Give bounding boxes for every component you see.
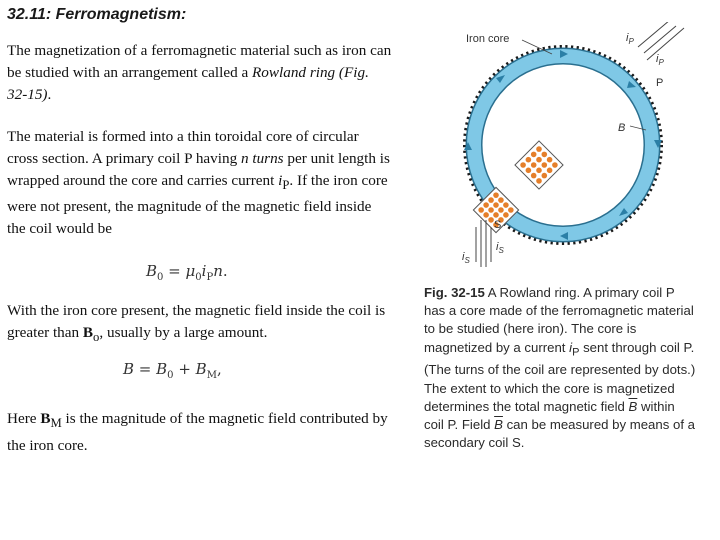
- coil-turn-dot: [552, 162, 558, 168]
- text: , usually by a large amount.: [99, 323, 268, 341]
- coil-turn-dot: [478, 207, 484, 213]
- symbol: B: [156, 360, 168, 378]
- coil-turn-dot: [526, 168, 532, 174]
- symbol: n: [213, 262, 223, 280]
- coil-turn-dot: [483, 212, 489, 218]
- label-s: S: [494, 219, 502, 231]
- coil-turn-dot: [493, 192, 499, 198]
- vector-b: $\overline{B}$: [494, 417, 503, 433]
- symbol: μ: [185, 262, 196, 280]
- symbol: i: [626, 32, 629, 44]
- text: The magnetization of a ferromagnetic material such as iron can be studied with an arrangement called a: [7, 42, 392, 81]
- coil-turn-dot: [536, 157, 542, 163]
- coil-p-leads: [638, 22, 684, 60]
- text: can be measured by means of a secondary coil S.: [424, 417, 695, 451]
- symbol: B: [195, 360, 207, 378]
- label-ip-top: [626, 32, 634, 46]
- coil-turn-dot: [483, 202, 489, 208]
- rowland-ring-figure: [448, 22, 688, 277]
- subscript: M: [206, 370, 217, 381]
- slide-title: 32.11: Ferromagnetism:: [7, 6, 187, 23]
- coil-turn-dot: [488, 197, 494, 203]
- coil-turn-dot: [498, 197, 504, 203]
- paragraph-iron-core-present: [7, 300, 392, 349]
- coil-turn-dot: [488, 217, 494, 223]
- text-turns: turns: [252, 149, 284, 167]
- coil-p-detail: [515, 141, 563, 189]
- symbol: B: [123, 360, 135, 378]
- subscript: S: [498, 246, 504, 255]
- label-is-right: [496, 241, 504, 255]
- coil-turn-dot: [493, 212, 499, 218]
- punctuation: .: [222, 262, 228, 280]
- coil-turn-dot: [526, 157, 532, 163]
- coil-turn-dot: [520, 162, 526, 168]
- coil-turn-dot: [498, 207, 504, 213]
- subscript: 0: [167, 370, 174, 381]
- subscript: S: [464, 256, 470, 265]
- text: is the magnitude of the magnetic field contributed by the iron core.: [7, 410, 388, 454]
- subscript: P: [658, 58, 664, 67]
- subscript: M: [50, 416, 62, 431]
- text: .: [47, 85, 52, 103]
- subscript: P: [206, 272, 214, 283]
- coil-turn-dot: [508, 207, 514, 213]
- text: sent through coil P. (The turns of the coil are represented by dots.) The extent to which the core is magnetized determines the total magnetic field: [424, 339, 696, 414]
- symbol-i: i: [569, 339, 573, 355]
- paragraph-bm-definition: [7, 408, 392, 457]
- coil-turn-dot: [536, 146, 542, 152]
- label-ip-right: [656, 53, 664, 67]
- operator: +: [173, 360, 196, 378]
- text: Here: [7, 410, 41, 427]
- text: per unit length is wrapped around the core and carries current: [7, 149, 390, 189]
- symbol-b: B: [40, 410, 51, 427]
- coil-turn-dot: [531, 162, 537, 168]
- label-is-left: [462, 251, 470, 265]
- coil-turn-dot: [531, 173, 537, 179]
- figure-caption: [424, 284, 696, 452]
- figure-reference: Rowland ring (Fig. 32-15): [7, 63, 369, 103]
- coil-s-leads: [476, 220, 491, 267]
- text: With the iron core present, the magnetic field inside the coil is greater than: [7, 302, 386, 341]
- symbol: i: [656, 53, 659, 65]
- coil-turn-dot: [542, 173, 548, 179]
- text: . If the iron core were not present, the magnitude of the magnetic field inside the coil would be: [7, 171, 388, 238]
- equation-b-total: [123, 360, 222, 381]
- coil-turn-dot: [547, 157, 553, 163]
- coil-turn-dot: [536, 168, 542, 174]
- coil-turn-dot: [531, 152, 537, 158]
- operator: =: [163, 262, 186, 280]
- subscript: 0: [157, 272, 164, 283]
- coil-turn-dot: [547, 168, 553, 174]
- punctuation: ,: [216, 360, 222, 378]
- symbol: B: [146, 262, 158, 280]
- coil-turn-dot: [493, 202, 499, 208]
- subscript: P: [628, 37, 634, 46]
- caption-label: Fig. 32-15: [424, 285, 485, 300]
- subscript: 0: [195, 272, 202, 283]
- operator: =: [134, 360, 157, 378]
- label-iron-core: Iron core: [466, 33, 510, 45]
- symbol-n: n: [240, 149, 249, 167]
- subscript: P: [282, 177, 290, 192]
- label-p: P: [656, 77, 664, 89]
- symbol: i: [496, 241, 499, 253]
- subscript: P: [572, 346, 580, 359]
- paragraph-toroidal-core: [7, 126, 392, 240]
- coil-turn-dot: [542, 152, 548, 158]
- symbol-b: B: [82, 323, 94, 341]
- symbol: i: [462, 251, 465, 263]
- text: A Rowland ring. A primary coil P has a core made of the ferromagnetic material to be studied (here iron). The core is magnetized by a current: [424, 285, 694, 355]
- equation-b0: [146, 262, 228, 283]
- symbol: i: [201, 262, 207, 280]
- paragraph-rowland-intro: [7, 40, 392, 105]
- coil-turn-dot: [542, 162, 548, 168]
- text: within coil P. Field: [424, 398, 675, 433]
- vector-b: $\overline{B}$: [628, 398, 638, 414]
- coil-turn-dot: [488, 207, 494, 213]
- coil-turn-dot: [503, 212, 509, 218]
- symbol-i: i: [278, 171, 283, 189]
- text: The material is formed into a thin toroidal core of circular cross section. A primary coil P having: [7, 128, 359, 167]
- subscript: o: [93, 329, 100, 344]
- coil-turn-dot: [536, 178, 542, 184]
- coil-turn-dot: [503, 202, 509, 208]
- label-b-field: B: [618, 122, 626, 134]
